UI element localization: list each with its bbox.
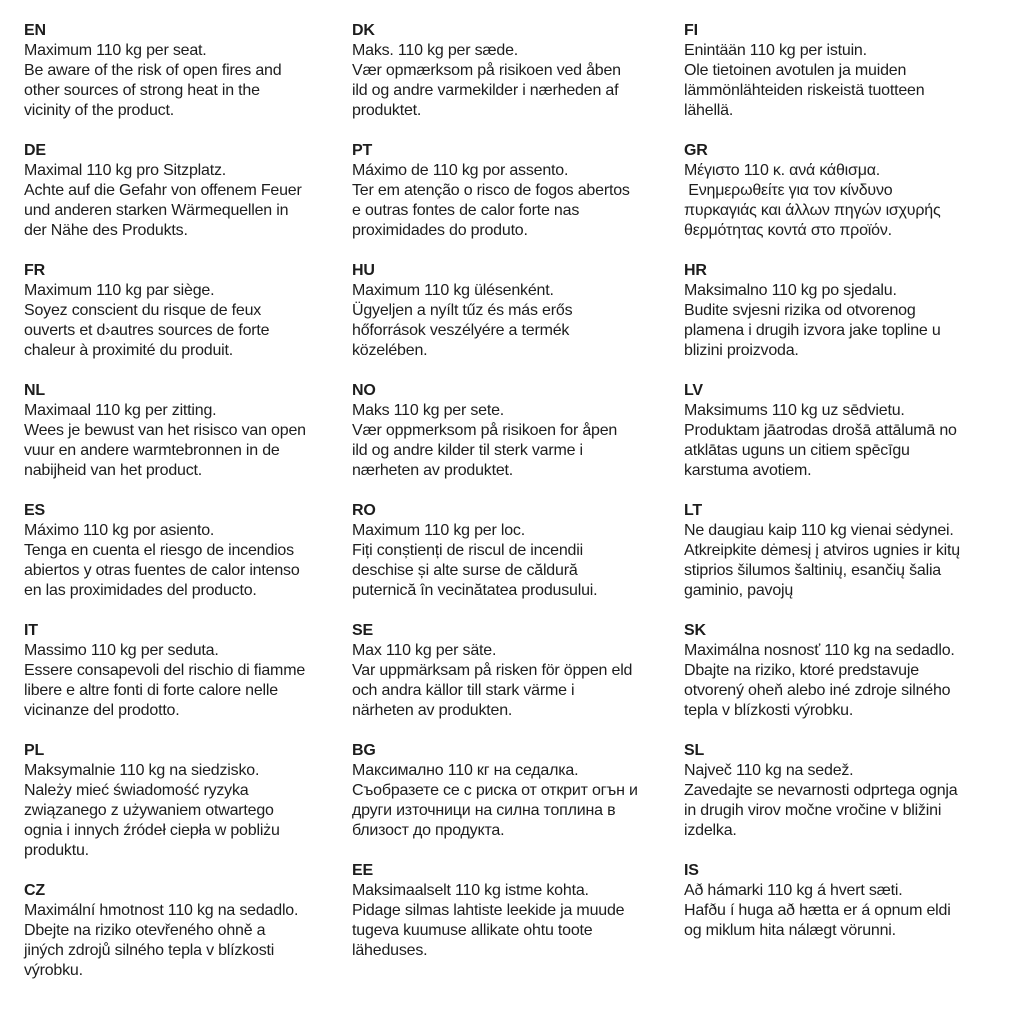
column-1 [24,21,350,1001]
lang-block-pt [352,141,678,241]
warning-line: Maximum 110 kg per seat. [24,42,207,59]
warning-line: der Nähe des Produkts. [24,222,188,239]
warning-line: Съобразете се с риска от открит огън и [352,782,638,799]
warning-line: Atkreipkite dėmesį į atviros ugnies ir kitų [684,542,960,559]
warning-line: vicinity of the product. [24,102,174,119]
warning-line: produktu. [24,842,89,859]
lang-code: HU [352,262,375,279]
warning-line: πυρκαγιάς και άλλων πηγών ισχυρής [684,202,941,219]
warning-line: Maximálna nosnosť 110 kg na sedadlo. [684,642,955,659]
warning-line: läheduses. [352,942,428,959]
lang-block-no [352,381,678,481]
lang-code: SK [684,622,706,639]
warning-line: in drugih virov močne vročine v bližini [684,802,942,819]
lang-code: GR [684,142,708,159]
warning-line: atklātas uguns un citiem spēcīgu [684,442,910,459]
lang-block-fr [24,261,350,361]
warning-line: Maksimalno 110 kg po sjedalu. [684,282,897,299]
warning-line: Tenga en cuenta el riesgo de incendios [24,542,294,559]
warning-line: und anderen starken Wärmequellen in [24,202,289,219]
warning-line: vicinanze del prodotto. [24,702,180,719]
lang-block-sk [684,621,1010,721]
warning-line: związanego z używaniem otwartego [24,802,274,819]
warning-line: Max 110 kg per säte. [352,642,497,659]
column-3 [684,21,1010,961]
warning-line: Essere consapevoli del rischio di fiamme [24,662,306,679]
lang-block-bg [352,741,678,841]
lang-block-cz [24,881,350,981]
column-2 [352,21,678,981]
warning-line: vuur en andere warmtebronnen in de [24,442,280,459]
lang-code: NL [24,382,45,399]
warning-line: Максимално 110 кг на седалка. [352,762,579,779]
lang-code: HR [684,262,707,279]
warning-line: близост до продукта. [352,822,505,839]
warning-line: Be aware of the risk of open fires and [24,62,282,79]
warning-line: Maximaal 110 kg per zitting. [24,402,217,419]
warning-line: Var uppmärksam på risken för öppen eld [352,662,633,679]
lang-block-lv [684,381,1010,481]
lang-code: IS [684,862,699,879]
lang-code: NO [352,382,376,399]
warning-line: blizini proizvoda. [684,342,799,359]
lang-code: PT [352,142,373,159]
warning-line: közelében. [352,342,428,359]
warning-line: Máximo de 110 kg por assento. [352,162,569,179]
warning-line: chaleur à proximité du produit. [24,342,234,359]
lang-block-gr [684,141,1010,241]
lang-code: DK [352,22,375,39]
warning-line: stiprios šilumos šaltinių, esančių šalia [684,562,942,579]
warning-line: gaminio, pavojų [684,582,794,599]
lang-block-pl [24,741,350,861]
warning-line: Budite svjesni rizika od otvorenog [684,302,916,319]
warning-line: Hafðu í huga að hætta er á opnum eldi [684,902,951,919]
warning-line: ognia i innych źródeł ciepła w pobliżu [24,822,280,839]
lang-code: FI [684,22,698,39]
warning-line: θερμότητας κοντά στο προϊόν. [684,222,892,239]
warning-line: Maks 110 kg per sete. [352,402,505,419]
lang-code: PL [24,742,45,759]
warning-line: otvorený oheň alebo iné zdroje silného [684,682,951,699]
lang-code: ES [24,502,45,519]
lang-block-is [684,861,1010,941]
warning-line: Maximální hmotnost 110 kg na sedadlo. [24,902,299,919]
warning-line: Ne daugiau kaip 110 kg vienai sėdynei. [684,522,954,539]
lang-code: DE [24,142,46,159]
warning-line: Pidage silmas lahtiste leekide ja muude [352,902,625,919]
warning-line: Maksymalnie 110 kg na siedzisko. [24,762,260,779]
lang-code: CZ [24,882,45,899]
warning-line: ild og andre kilder til sterk varme i [352,442,583,459]
warning-line: други източници на силна топлина в [352,802,616,819]
warning-line: Achte auf die Gefahr von offenem Feuer [24,182,302,199]
warning-line: Wees je bewust van het risisco van open [24,422,306,439]
warning-line: Μέγιστο 110 κ. ανά κάθισμα. [684,162,881,179]
lang-code: LV [684,382,703,399]
warning-line: libere e altre fonti di forte calore nelle [24,682,278,699]
warning-line: izdelka. [684,822,737,839]
warning-line: lämmönlähteiden riskeistä tuotteen [684,82,925,99]
warning-line: Enintään 110 kg per istuin. [684,42,867,59]
warning-line: Massimo 110 kg per seduta. [24,642,219,659]
lang-code: BG [352,742,376,759]
warning-line: tepla v blízkosti výrobku. [684,702,854,719]
warning-line: other sources of strong heat in the [24,82,260,99]
warning-line: Maximal 110 kg pro Sitzplatz. [24,162,226,179]
warning-line: puternică în vecinătatea produsului. [352,582,598,599]
warning-line: Fiți conștienți de riscul de incendii [352,542,583,559]
warning-line: produktet. [352,102,422,119]
lang-block-ro [352,501,678,601]
warning-line: Ole tietoinen avotulen ja muiden [684,62,907,79]
warning-line: abiertos y otras fuentes de calor intenso [24,562,300,579]
lang-block-de [24,141,350,241]
warning-line: Največ 110 kg na sedež. [684,762,854,779]
warning-line: e outras fontes de calor forte nas [352,202,580,219]
warning-line: jiných zdrojů silného tepla v blízkosti [24,942,275,959]
warning-line: ild og andre varmekilder i nærheden af [352,82,619,99]
warning-line: Maks. 110 kg per sæde. [352,42,519,59]
warning-line: Maksimums 110 kg uz sēdvietu. [684,402,905,419]
lang-block-en [24,21,350,121]
lang-block-it [24,621,350,721]
warning-line: výrobku. [24,962,83,979]
warning-line: Maximum 110 kg per loc. [352,522,525,539]
warning-line: Należy mieć świadomość ryzyka [24,782,249,799]
warning-line: karstuma avotiem. [684,462,812,479]
warning-line: deschise și alte surse de căldură [352,562,578,579]
warning-line: närheten av produkten. [352,702,513,719]
warning-line: Ter em atenção o risco de fogos abertos [352,182,630,199]
lang-block-ee [352,861,678,961]
warning-line: Ügyeljen a nyílt tűz és más erős [352,302,573,319]
lang-code: LT [684,502,702,519]
warning-line: Maximum 110 kg par siège. [24,282,215,299]
warning-line: nabijheid van het product. [24,462,203,479]
warning-line: Maksimaalselt 110 kg istme kohta. [352,882,589,899]
lang-block-dk [352,21,678,121]
lang-block-es [24,501,350,601]
lang-code: SL [684,742,705,759]
lang-code: EE [352,862,373,879]
lang-block-hu [352,261,678,361]
warning-line: en las proximidades del producto. [24,582,257,599]
warning-line: nærheten av produktet. [352,462,514,479]
warning-line: Maximum 110 kg ülésenként. [352,282,554,299]
warning-line: proximidades do produto. [352,222,528,239]
lang-block-sl [684,741,1010,841]
warning-line: hőforrások veszélyére a termék [352,322,570,339]
warning-line: Dbajte na riziko, ktoré predstavuje [684,662,919,679]
warning-line: Að hámarki 110 kg á hvert sæti. [684,882,903,899]
warning-line: Produktam jāatrodas drošā attālumā no [684,422,957,439]
lang-code: IT [24,622,38,639]
warning-line: Vær oppmerksom på risikoen for åpen [352,422,618,439]
warning-line: Zavedajte se nevarnosti odprtega ognja [684,782,958,799]
lang-code: SE [352,622,373,639]
lang-block-nl [24,381,350,481]
lang-code: EN [24,22,46,39]
warning-line: ouverts et d›autres sources de forte [24,322,270,339]
lang-block-hr [684,261,1010,361]
warning-line: Máximo 110 kg por asiento. [24,522,215,539]
warning-line: Vær opmærksom på risikoen ved åben [352,62,621,79]
lang-block-fi [684,21,1010,121]
lang-code: FR [24,262,45,279]
lang-block-se [352,621,678,721]
warning-line: plamena i drugih izvora jake topline u [684,322,941,339]
warning-line: lähellä. [684,102,734,119]
lang-block-lt [684,501,1010,601]
warning-line: Dbejte na riziko otevřeného ohně a [24,922,266,939]
warning-line: Soyez conscient du risque de feux [24,302,262,319]
lang-code: RO [352,502,376,519]
warning-line: og miklum hita nálægt vörunni. [684,922,896,939]
warning-line: och andra källor till stark värme i [352,682,575,699]
warning-line: tugeva kuumuse allikate ohtu toote [352,922,593,939]
warning-line: Ενημερωθείτε για τον κίνδυνο [684,182,893,199]
